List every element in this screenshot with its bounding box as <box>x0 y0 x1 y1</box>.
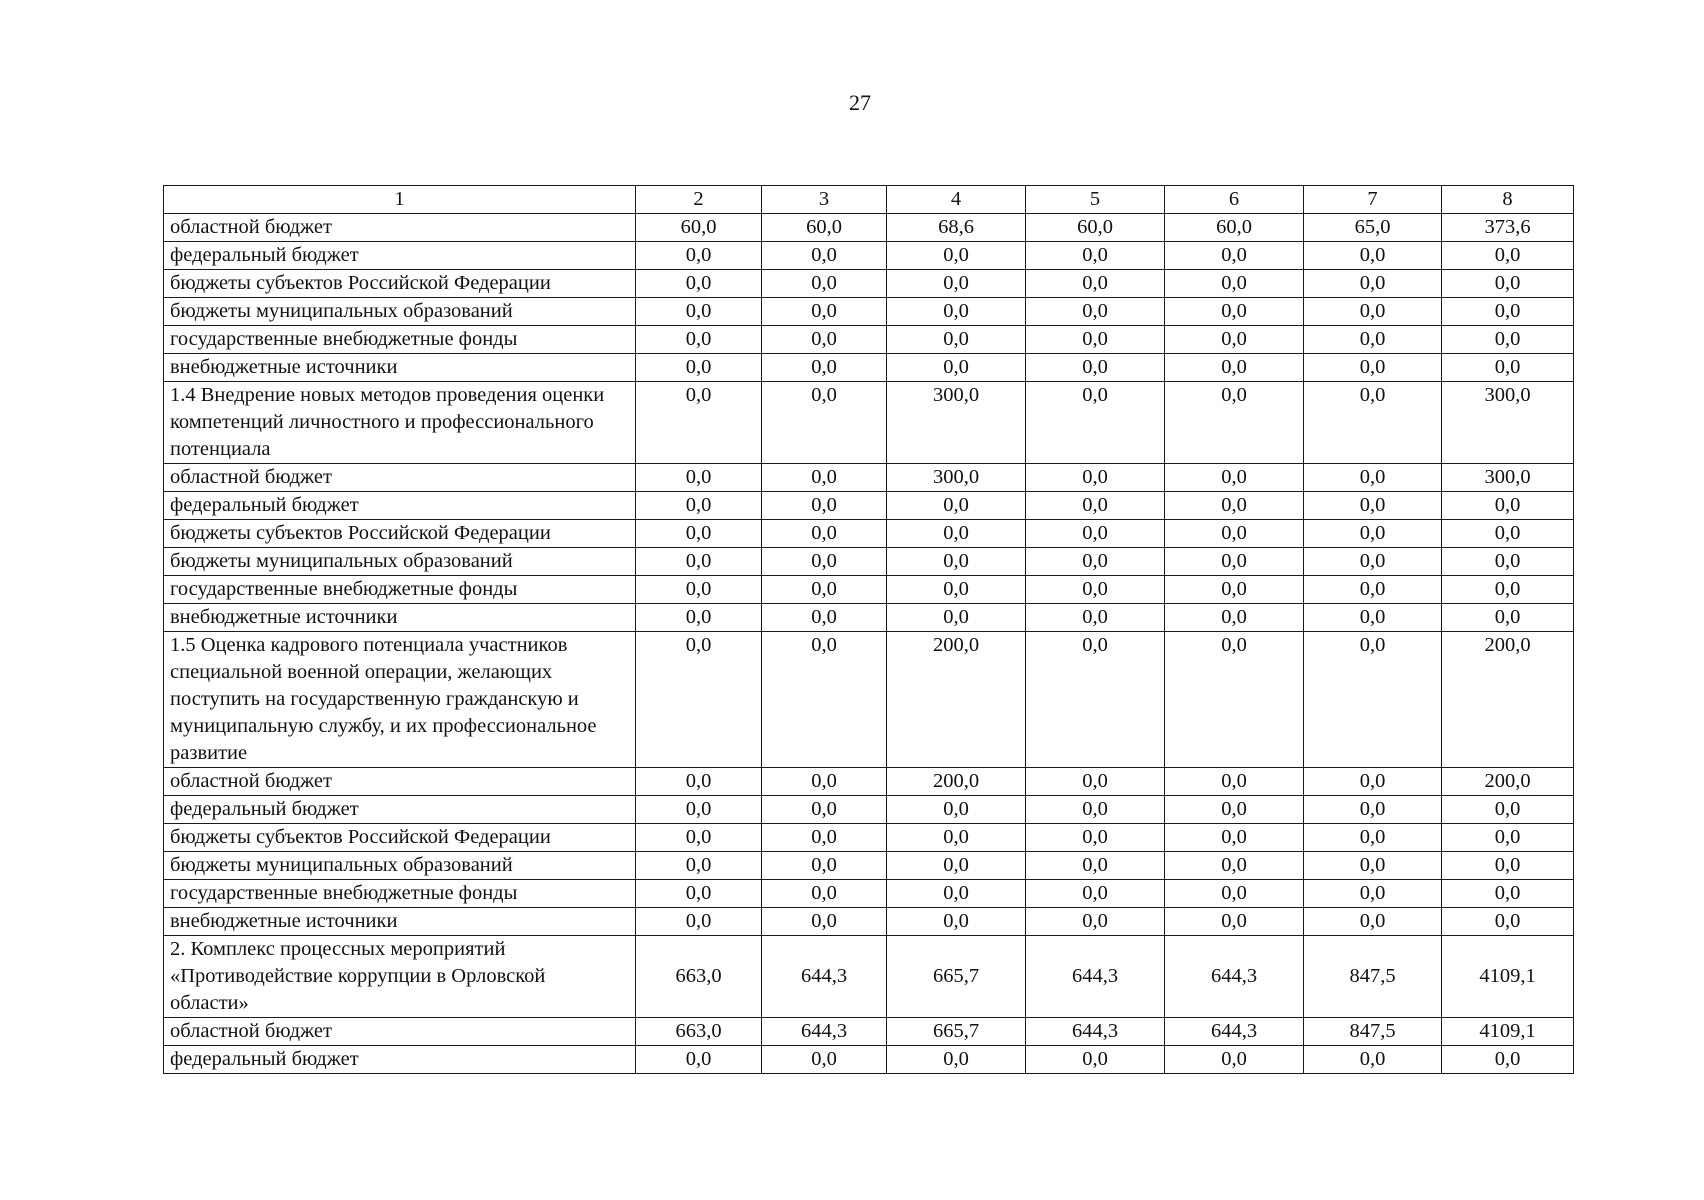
table-cell: 0,0 <box>1026 548 1165 576</box>
table-cell: 644,3 <box>1165 936 1304 1018</box>
table-row <box>164 880 1574 908</box>
table-row <box>164 632 1574 768</box>
table-cell: 0,0 <box>1442 576 1574 604</box>
table-cell: 0,0 <box>1165 852 1304 880</box>
table-cell: 847,5 <box>1304 1018 1442 1046</box>
table-cell: 644,3 <box>1165 1018 1304 1046</box>
table-cell: 60,0 <box>1165 214 1304 242</box>
table-cell: 4109,1 <box>1442 1018 1574 1046</box>
table-cell: 0,0 <box>1442 270 1574 298</box>
table-cell: 0,0 <box>762 852 887 880</box>
table-cell: 0,0 <box>762 796 887 824</box>
table-row <box>164 548 1574 576</box>
table-cell: 0,0 <box>762 520 887 548</box>
table-cell: 0,0 <box>887 1046 1026 1074</box>
table-cell: 300,0 <box>887 464 1026 492</box>
table-row <box>164 520 1574 548</box>
table-cell: 0,0 <box>762 1046 887 1074</box>
row-label: 1.4 Внедрение новых методов проведения оценки компетенций личностного и профессионального потенциала <box>164 382 636 464</box>
table-cell: 0,0 <box>1304 880 1442 908</box>
table-cell: 0,0 <box>1304 520 1442 548</box>
table-cell: 0,0 <box>762 604 887 632</box>
table-cell: 0,0 <box>1026 492 1165 520</box>
table-cell: 200,0 <box>887 768 1026 796</box>
table-cell: 0,0 <box>636 824 762 852</box>
table-cell: 0,0 <box>1026 520 1165 548</box>
table-cell: 0,0 <box>762 908 887 936</box>
table-cell: 0,0 <box>1026 576 1165 604</box>
table-cell: 300,0 <box>1442 464 1574 492</box>
table-cell: 0,0 <box>1304 796 1442 824</box>
row-label: бюджеты субъектов Российской Федерации <box>164 824 636 852</box>
table-cell: 0,0 <box>887 604 1026 632</box>
table-cell: 0,0 <box>1304 576 1442 604</box>
table-cell: 300,0 <box>887 382 1026 464</box>
budget-table <box>163 185 1574 1074</box>
table-row <box>164 796 1574 824</box>
table-cell: 0,0 <box>1165 492 1304 520</box>
table-cell: 0,0 <box>1304 464 1442 492</box>
table-row <box>164 852 1574 880</box>
table-row <box>164 768 1574 796</box>
table-row <box>164 326 1574 354</box>
table-row <box>164 1018 1574 1046</box>
table-cell: 0,0 <box>1026 298 1165 326</box>
table-cell: 68,6 <box>887 214 1026 242</box>
table-cell: 0,0 <box>762 576 887 604</box>
table-cell: 0,0 <box>1026 908 1165 936</box>
row-label: бюджеты муниципальных образований <box>164 298 636 326</box>
row-label: бюджеты субъектов Российской Федерации <box>164 270 636 298</box>
table-row <box>164 576 1574 604</box>
table-cell: 0,0 <box>1442 520 1574 548</box>
table-cell: 0,0 <box>1165 326 1304 354</box>
table-cell: 0,0 <box>1442 908 1574 936</box>
table-cell: 200,0 <box>1442 768 1574 796</box>
table-cell: 644,3 <box>762 1018 887 1046</box>
table-cell: 0,0 <box>762 298 887 326</box>
table-cell: 0,0 <box>1026 354 1165 382</box>
column-header: 2 <box>636 186 762 214</box>
table-cell: 373,6 <box>1442 214 1574 242</box>
table-cell: 0,0 <box>887 354 1026 382</box>
table-cell: 0,0 <box>1026 604 1165 632</box>
table-cell: 60,0 <box>636 214 762 242</box>
row-label: внебюджетные источники <box>164 604 636 632</box>
table-cell: 0,0 <box>887 908 1026 936</box>
table-cell: 0,0 <box>1304 354 1442 382</box>
table-cell: 644,3 <box>1026 936 1165 1018</box>
table-cell: 0,0 <box>887 520 1026 548</box>
table-cell: 0,0 <box>1026 796 1165 824</box>
table-cell: 0,0 <box>887 270 1026 298</box>
table-cell: 0,0 <box>1026 242 1165 270</box>
table-cell: 0,0 <box>887 796 1026 824</box>
table-cell: 0,0 <box>1304 382 1442 464</box>
table-cell: 0,0 <box>1165 298 1304 326</box>
table-row <box>164 270 1574 298</box>
row-label: бюджеты муниципальных образований <box>164 548 636 576</box>
table-cell: 0,0 <box>762 326 887 354</box>
table-cell: 0,0 <box>636 908 762 936</box>
column-header: 8 <box>1442 186 1574 214</box>
table-cell: 0,0 <box>1304 768 1442 796</box>
table-cell: 0,0 <box>762 548 887 576</box>
table-cell: 0,0 <box>1026 880 1165 908</box>
table-cell: 0,0 <box>1304 270 1442 298</box>
table-cell: 0,0 <box>636 326 762 354</box>
table-cell: 0,0 <box>1165 880 1304 908</box>
row-label: государственные внебюджетные фонды <box>164 326 636 354</box>
table-cell: 0,0 <box>762 382 887 464</box>
table-cell: 644,3 <box>762 936 887 1018</box>
table-cell: 0,0 <box>1442 354 1574 382</box>
table-cell: 0,0 <box>1165 632 1304 768</box>
table-cell: 0,0 <box>636 576 762 604</box>
table-cell: 0,0 <box>636 768 762 796</box>
table-cell: 0,0 <box>1304 908 1442 936</box>
table-cell: 0,0 <box>1165 382 1304 464</box>
table-cell: 0,0 <box>887 852 1026 880</box>
table-cell: 0,0 <box>636 520 762 548</box>
row-label: федеральный бюджет <box>164 242 636 270</box>
table-row <box>164 908 1574 936</box>
table-cell: 0,0 <box>1442 1046 1574 1074</box>
table-cell: 0,0 <box>1165 354 1304 382</box>
table-cell: 0,0 <box>1165 796 1304 824</box>
table-cell: 60,0 <box>1026 214 1165 242</box>
table-cell: 0,0 <box>1165 1046 1304 1074</box>
table-cell: 0,0 <box>762 354 887 382</box>
table-cell: 4109,1 <box>1442 936 1574 1018</box>
table-cell: 0,0 <box>1304 298 1442 326</box>
table-cell: 0,0 <box>1442 604 1574 632</box>
row-label: государственные внебюджетные фонды <box>164 880 636 908</box>
table-cell: 0,0 <box>636 492 762 520</box>
table-cell: 0,0 <box>636 796 762 824</box>
table-cell: 0,0 <box>1165 520 1304 548</box>
table-cell: 0,0 <box>1304 326 1442 354</box>
table-cell: 0,0 <box>1026 852 1165 880</box>
table-cell: 663,0 <box>636 1018 762 1046</box>
table-cell: 0,0 <box>1442 824 1574 852</box>
table-cell: 0,0 <box>636 242 762 270</box>
table-cell: 0,0 <box>636 382 762 464</box>
table-cell: 0,0 <box>1026 768 1165 796</box>
table-cell: 0,0 <box>1165 242 1304 270</box>
table-cell: 0,0 <box>1442 548 1574 576</box>
table-cell: 0,0 <box>1026 1046 1165 1074</box>
table-cell: 0,0 <box>887 492 1026 520</box>
table-cell: 665,7 <box>887 936 1026 1018</box>
table-row <box>164 1046 1574 1074</box>
table-cell: 0,0 <box>1026 382 1165 464</box>
table-cell: 0,0 <box>887 298 1026 326</box>
table-cell: 0,0 <box>1442 242 1574 270</box>
table-row <box>164 382 1574 464</box>
table-cell: 200,0 <box>887 632 1026 768</box>
table-cell: 0,0 <box>887 576 1026 604</box>
table-cell: 0,0 <box>636 354 762 382</box>
table-cell: 0,0 <box>1304 1046 1442 1074</box>
row-label: внебюджетные источники <box>164 354 636 382</box>
table-cell: 0,0 <box>887 880 1026 908</box>
row-label: областной бюджет <box>164 464 636 492</box>
table-cell: 0,0 <box>887 548 1026 576</box>
column-header: 3 <box>762 186 887 214</box>
table-cell: 0,0 <box>636 548 762 576</box>
row-label: федеральный бюджет <box>164 492 636 520</box>
table-row <box>164 492 1574 520</box>
table-cell: 0,0 <box>636 604 762 632</box>
column-header: 7 <box>1304 186 1442 214</box>
table-cell: 0,0 <box>1026 326 1165 354</box>
table-row <box>164 298 1574 326</box>
table-header-row <box>164 186 1574 214</box>
table-cell: 0,0 <box>1304 548 1442 576</box>
table-cell: 0,0 <box>1165 270 1304 298</box>
table-cell: 644,3 <box>1026 1018 1165 1046</box>
column-header: 1 <box>164 186 636 214</box>
row-label: 2. Комплекс процессных мероприятий «Противодействие коррупции в Орловской области» <box>164 936 636 1018</box>
table-row <box>164 354 1574 382</box>
table-cell: 0,0 <box>1165 824 1304 852</box>
table-cell: 0,0 <box>762 768 887 796</box>
table-cell: 0,0 <box>1304 824 1442 852</box>
table-cell: 0,0 <box>1026 464 1165 492</box>
table-cell: 665,7 <box>887 1018 1026 1046</box>
table-cell: 0,0 <box>887 326 1026 354</box>
table-cell: 0,0 <box>762 270 887 298</box>
table-cell: 0,0 <box>1165 768 1304 796</box>
table-cell: 0,0 <box>636 298 762 326</box>
table-cell: 0,0 <box>1442 796 1574 824</box>
row-label: бюджеты субъектов Российской Федерации <box>164 520 636 548</box>
table-cell: 0,0 <box>636 852 762 880</box>
table-cell: 0,0 <box>1442 880 1574 908</box>
table-row <box>164 464 1574 492</box>
table-cell: 0,0 <box>1442 326 1574 354</box>
row-label: внебюджетные источники <box>164 908 636 936</box>
page-number: 27 <box>849 90 871 115</box>
table-cell: 0,0 <box>1026 270 1165 298</box>
table-cell: 0,0 <box>887 824 1026 852</box>
table-cell: 0,0 <box>1165 604 1304 632</box>
table-cell: 0,0 <box>762 824 887 852</box>
table-cell: 0,0 <box>1026 824 1165 852</box>
table-cell: 0,0 <box>1026 632 1165 768</box>
row-label: бюджеты муниципальных образований <box>164 852 636 880</box>
table-cell: 0,0 <box>1165 464 1304 492</box>
table-cell: 0,0 <box>762 632 887 768</box>
table-cell: 0,0 <box>887 242 1026 270</box>
table-row <box>164 936 1574 1018</box>
table-cell: 0,0 <box>1442 492 1574 520</box>
table-row <box>164 824 1574 852</box>
table-cell: 0,0 <box>762 464 887 492</box>
table-cell: 0,0 <box>636 464 762 492</box>
table-cell: 663,0 <box>636 936 762 1018</box>
table-cell: 0,0 <box>1304 242 1442 270</box>
row-label: областной бюджет <box>164 214 636 242</box>
table-cell: 0,0 <box>762 242 887 270</box>
table-cell: 0,0 <box>762 880 887 908</box>
table-cell: 0,0 <box>1304 632 1442 768</box>
table-cell: 65,0 <box>1304 214 1442 242</box>
row-label: федеральный бюджет <box>164 1046 636 1074</box>
table-cell: 0,0 <box>762 492 887 520</box>
column-header: 6 <box>1165 186 1304 214</box>
table-cell: 0,0 <box>1442 298 1574 326</box>
table-cell: 0,0 <box>1165 576 1304 604</box>
row-label: государственные внебюджетные фонды <box>164 576 636 604</box>
table-cell: 0,0 <box>1304 604 1442 632</box>
table-row <box>164 214 1574 242</box>
table-cell: 0,0 <box>636 1046 762 1074</box>
table-cell: 0,0 <box>1442 852 1574 880</box>
table-cell: 200,0 <box>1442 632 1574 768</box>
table-cell: 0,0 <box>1304 492 1442 520</box>
row-label: областной бюджет <box>164 1018 636 1046</box>
table-cell: 0,0 <box>1165 548 1304 576</box>
table-cell: 847,5 <box>1304 936 1442 1018</box>
table-cell: 0,0 <box>1304 852 1442 880</box>
table-cell: 0,0 <box>636 270 762 298</box>
table-cell: 0,0 <box>636 632 762 768</box>
column-header: 4 <box>887 186 1026 214</box>
table-cell: 0,0 <box>636 880 762 908</box>
row-label: 1.5 Оценка кадрового потенциала участников специальной военной операции, желающих поступить на государственную гражданскую и муниципальную службу, и их профессиональное развитие <box>164 632 636 768</box>
table-cell: 60,0 <box>762 214 887 242</box>
table-cell: 300,0 <box>1442 382 1574 464</box>
row-label: областной бюджет <box>164 768 636 796</box>
table-cell: 0,0 <box>1165 908 1304 936</box>
table-row <box>164 604 1574 632</box>
row-label: федеральный бюджет <box>164 796 636 824</box>
column-header: 5 <box>1026 186 1165 214</box>
table-row <box>164 242 1574 270</box>
